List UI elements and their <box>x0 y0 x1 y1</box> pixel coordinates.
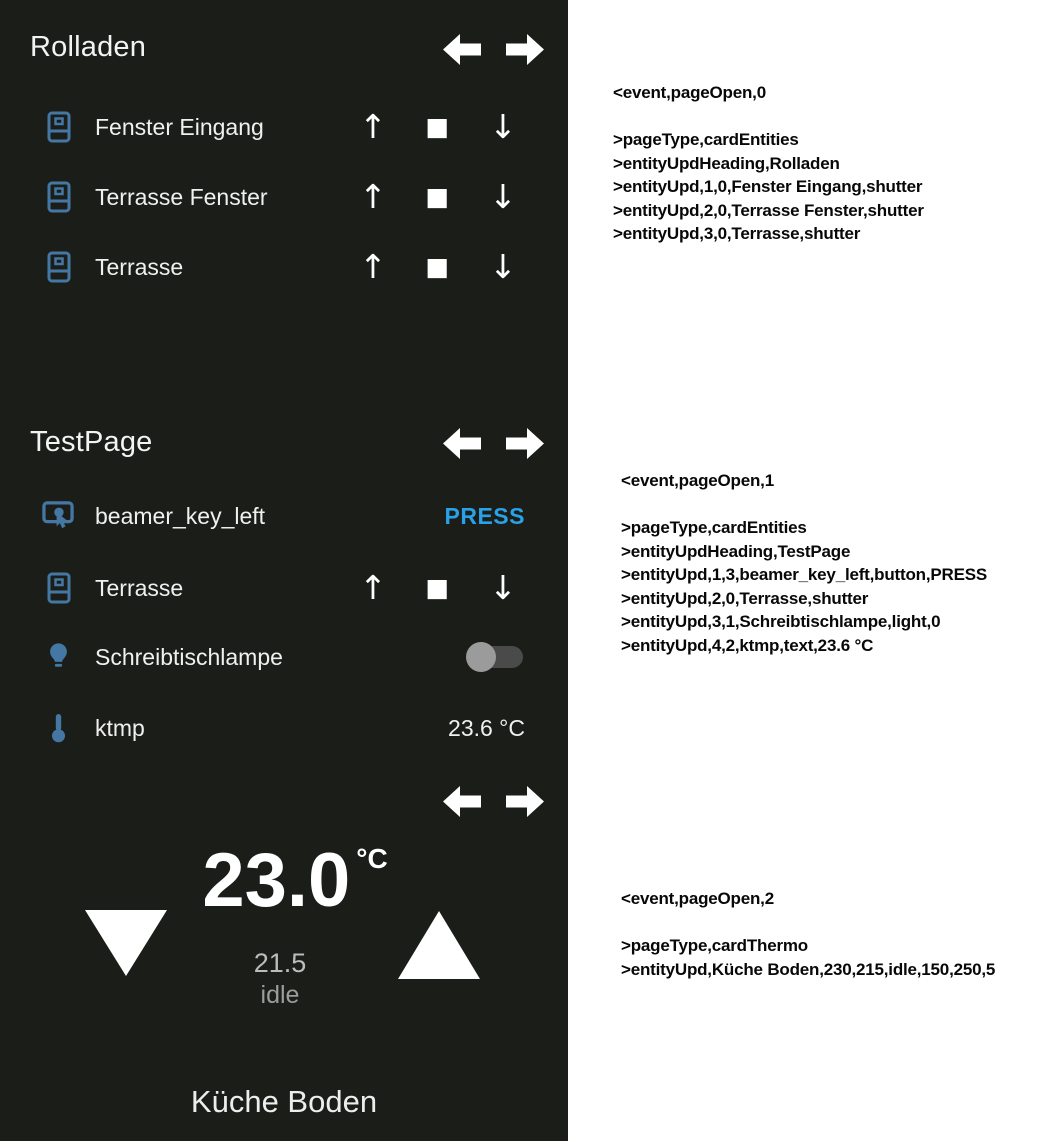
shutter-up-button[interactable]: ↑ <box>359 568 387 607</box>
page-prev-arrow-icon[interactable] <box>443 786 481 817</box>
annotation-line <box>621 911 995 935</box>
window-shutter-icon <box>47 251 71 288</box>
annotation-line: >entityUpd,3,1,Schreibtischlampe,light,0 <box>621 612 941 631</box>
shutter-down-button[interactable]: ↓ <box>489 107 517 146</box>
annotation-block-page1 <box>621 469 987 657</box>
annotation-line: >entityUpd,1,3,beamer_key_left,button,PRESS <box>621 565 987 584</box>
window-shutter-icon <box>47 111 71 148</box>
annotation-block-page0 <box>613 81 924 246</box>
entity-row-terrasse-fenster <box>0 162 568 232</box>
shutter-up-button[interactable]: ↑ <box>359 247 387 286</box>
annotation-line: >entityUpd,1,0,Fenster Eingang,shutter <box>613 177 923 196</box>
thermo-state: idle <box>260 981 300 1009</box>
annotation-line: <event,pageOpen,0 <box>613 83 766 102</box>
shutter-stop-button[interactable]: ■ <box>425 182 449 211</box>
annotation-line: <event,pageOpen,2 <box>621 889 774 908</box>
toggle-knob <box>466 642 496 672</box>
shutter-down-button[interactable]: ↓ <box>489 177 517 216</box>
annotation-line: >entityUpd,3,0,Terrasse,shutter <box>613 224 861 243</box>
annotation-line: >entityUpd,2,0,Terrasse,shutter <box>621 588 869 608</box>
entity-label: Fenster Eingang <box>95 114 264 140</box>
lightbulb-icon <box>48 642 69 677</box>
shutter-up-button[interactable]: ↑ <box>359 107 387 146</box>
gesture-tap-button-icon <box>42 501 74 536</box>
entity-label: Terrasse Fenster <box>95 184 268 210</box>
thermo-target-temperature: 21.5 <box>253 948 307 978</box>
window-shutter-icon <box>47 572 71 609</box>
light-toggle-switch[interactable] <box>467 642 525 672</box>
page-next-arrow-icon[interactable] <box>506 34 544 65</box>
shutter-stop-button[interactable]: ■ <box>425 252 449 281</box>
shutter-up-button[interactable]: ↑ <box>359 177 387 216</box>
thermo-current-value: 23.0 <box>202 838 351 923</box>
press-button[interactable]: PRESS <box>444 503 525 529</box>
shutter-stop-button[interactable]: ■ <box>425 112 449 141</box>
entity-row-terrasse <box>0 232 568 302</box>
entity-label: Terrasse <box>95 254 184 280</box>
annotation-line <box>621 493 987 517</box>
thermometer-icon <box>51 713 66 748</box>
text-entity-value: 23.6 °C <box>448 715 525 741</box>
entity-row-fenster-eingang <box>0 92 568 162</box>
annotation-line: >pageType,cardThermo <box>621 936 808 955</box>
shutter-stop-button[interactable]: ■ <box>425 573 449 602</box>
entity-label: beamer_key_left <box>95 503 266 529</box>
thermo-title: Küche Boden <box>190 1084 378 1119</box>
annotation-block-page2 <box>621 887 995 981</box>
entity-label: Schreibtischlampe <box>95 644 283 670</box>
annotation-line: >entityUpdHeading,Rolladen <box>613 153 840 173</box>
annotation-line: >pageType,cardEntities <box>613 130 799 149</box>
page-prev-arrow-icon[interactable] <box>443 34 481 65</box>
window-shutter-icon <box>47 181 71 218</box>
card-testpage-heading: TestPage <box>30 426 153 458</box>
annotation-line: >entityUpdHeading,TestPage <box>621 541 851 561</box>
entity-row-terrasse <box>0 553 568 623</box>
annotation-line <box>613 105 924 129</box>
page-next-arrow-icon[interactable] <box>506 786 544 817</box>
thermo-unit: °C <box>356 843 388 874</box>
page-next-arrow-icon[interactable] <box>506 428 544 459</box>
annotation-line: <event,pageOpen,1 <box>621 471 774 490</box>
card-rolladen-heading: Rolladen <box>30 31 147 63</box>
entity-row-schreibtischlampe <box>0 622 568 692</box>
entity-label: ktmp <box>95 715 145 741</box>
shutter-down-button[interactable]: ↓ <box>489 247 517 286</box>
entity-row-ktmp <box>0 693 568 763</box>
annotation-line: >pageType,cardEntities <box>621 518 807 537</box>
shutter-down-button[interactable]: ↓ <box>489 568 517 607</box>
entity-label: Terrasse <box>95 575 184 601</box>
entity-row-beamer-key-left <box>0 481 568 551</box>
annotation-line: >entityUpd,Küche Boden,230,215,idle,150,250,5 <box>621 959 996 979</box>
page-prev-arrow-icon[interactable] <box>443 428 481 459</box>
annotation-line: >entityUpd,4,2,ktmp,text,23.6 °C <box>621 635 874 655</box>
annotation-line: >entityUpd,2,0,Terrasse Fenster,shutter <box>613 200 924 220</box>
